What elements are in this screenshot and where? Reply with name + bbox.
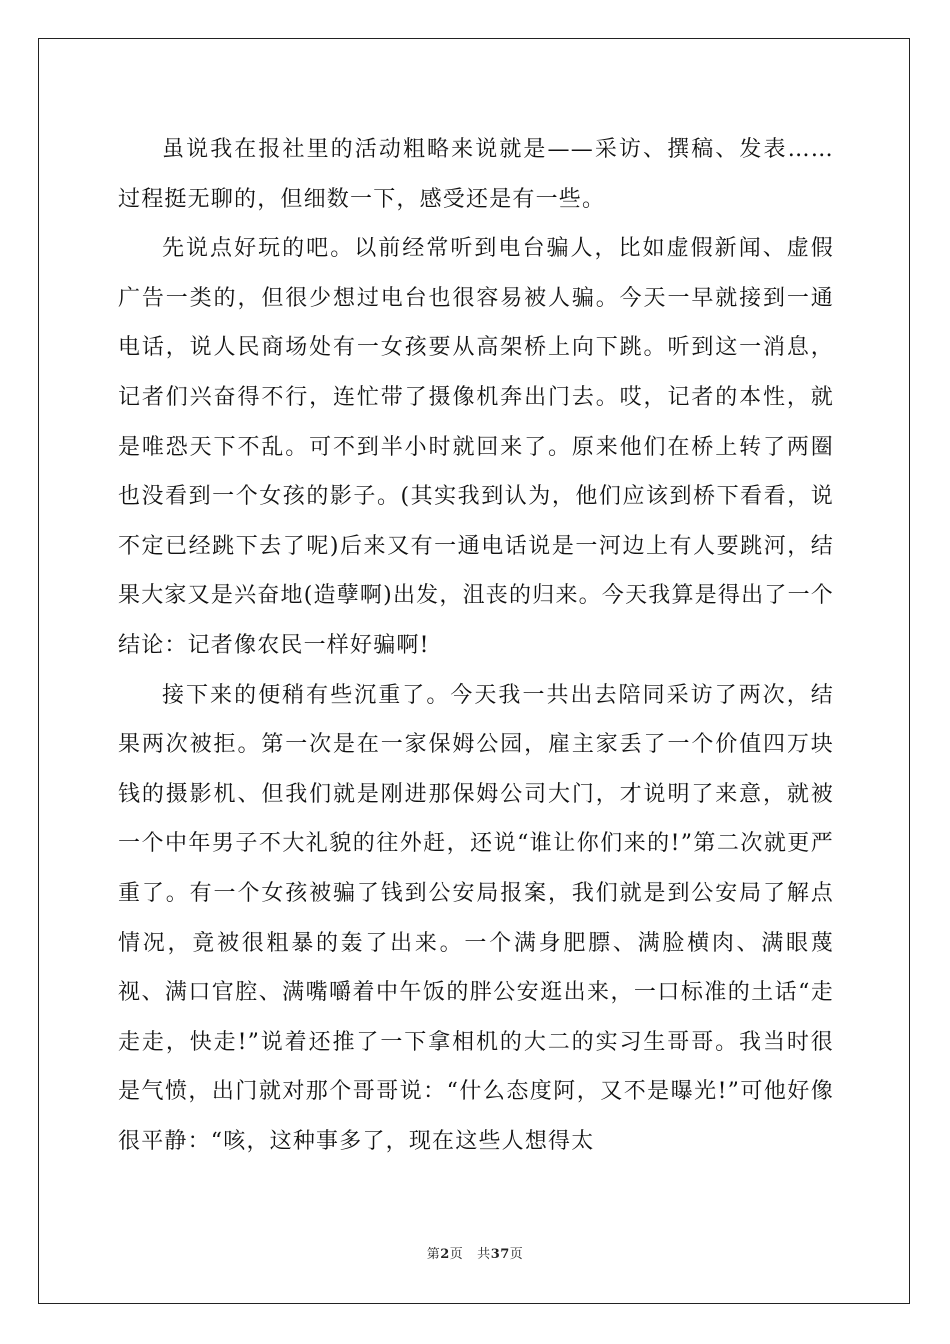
page-total: 37 xyxy=(490,1247,510,1262)
page-number: 2 xyxy=(440,1247,450,1262)
paragraph: 接下来的便稍有些沉重了。今天我一共出去陪同采访了两次，结果两次被拒。第一次是在一家保姆公园，雇主家丢了一个价值四万块钱的摄影机、但我们就是刚进那保姆公司大门，才说明了来意，就被一个中年男子不大礼貌的往外赶，还说“谁让你们来的!”第二次就更严重了。有一个女孩被骗了钱到公安局报案，我们就是到公安局了解点情况，竟被很粗暴的轰了出来。一个满身肥膘、满脸横肉、满眼蔑视、满口官腔、满嘴嚼着中午饭的胖公安逛出来，一口标准的土话“走走走，快走!”说着还推了一下拿相机的大二的实习生哥哥。我当时很是气愤，出门就对那个哥哥说：“什么态度阿，又不是曝光!”可他好像很平静：“咳，这种事多了，现在这些人想得太 xyxy=(118,682,834,1154)
page-prefix: 第 xyxy=(426,1247,441,1262)
total-prefix: 共 xyxy=(477,1247,491,1262)
paragraph: 先说点好玩的吧。以前经常听到电台骗人，比如虚假新闻、虚假广告一类的，但很少想过电台也很容易被人骗。今天一早就接到一通电话，说人民商场处有一女孩要从高架桥上向下跳。听到这一消息，记者们兴奋得不行，连忙带了摄像机奔出门去。哎，记者的本性，就是唯恐天下不乱。可不到半小时就回来了。原来他们在桥上转了两圈也没看到一个女孩的影子。(其实我到认为，他们应该到桥下看看，说不定已经跳下去了呢)后来又有一通电话说是一河边上有人要跳河，结果大家又是兴奋地(造孽啊)出发，沮丧的归来。今天我算是得出了一个结论：记者像农民一样好骗啊! xyxy=(118,236,834,658)
page-unit: 页 xyxy=(449,1247,464,1262)
total-unit: 页 xyxy=(509,1247,524,1262)
paragraph: 虽说我在报社里的活动粗略来说就是——采访、撰稿、发表……过程挺无聊的，但细数一下，感受还是有一些。 xyxy=(118,137,834,212)
document-body xyxy=(118,125,834,1166)
page-footer xyxy=(0,1243,950,1262)
